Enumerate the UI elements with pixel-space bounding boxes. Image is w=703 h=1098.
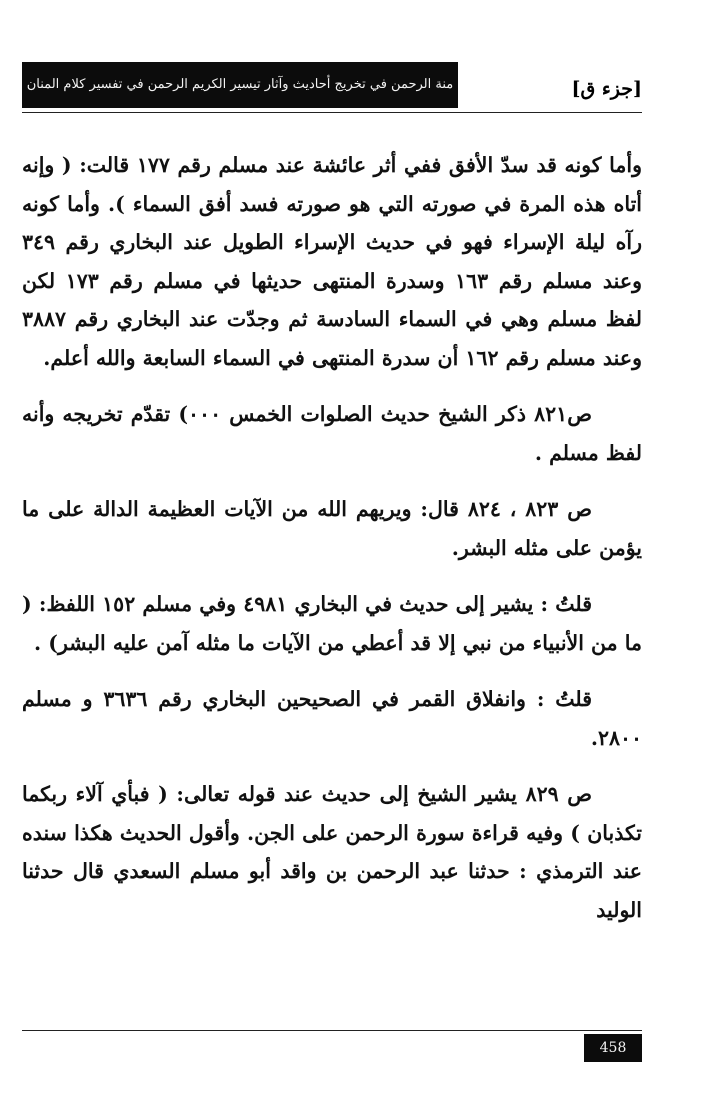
- running-header: [22, 62, 642, 108]
- paragraph-6: ص ٨٢٩ يشير الشيخ إلى حديث عند قوله تعالى: ( فبأي آلاء ربكما تكذبان ) وفيه قراءة سورة الرحمن على الجن. وأقول الحديث هكذا سنده عند الترمذي : حدثنا عبد الرحمن بن واقد أبو مسلم السعدي قال حدثنا الوليد: [22, 782, 642, 922]
- footer-divider: [22, 1030, 642, 1031]
- paragraph-3: ص ٨٢٣ ، ٨٢٤ قال: ويريهم الله من الآيات العظيمة الدالة على ما يؤمن على مثله البشر.: [22, 497, 642, 560]
- book-title-band: منة الرحمن في تخريج أحاديث وآثار تيسير الكريم الرحمن في تفسير كلام المنان: [22, 62, 458, 108]
- paragraph-gap: [22, 757, 642, 775]
- part-label: [جزء ق]: [571, 78, 642, 100]
- paragraph-gap: [22, 377, 642, 395]
- paragraph-4: قلتُ : يشير إلى حديث في البخاري ٤٩٨١ وفي مسلم ١٥٢ اللفظ: ( ما من الأنبياء من نبي إلا قد أعطي من الآيات ما مثله آمن عليه البشر) .: [22, 592, 642, 655]
- paragraph-gap: [22, 662, 642, 680]
- paragraph-gap: [22, 472, 642, 490]
- paragraph-5: قلتُ : وانفلاق القمر في الصحيحين البخاري رقم ٣٦٣٦ و مسلم ٢٨٠٠.: [22, 687, 642, 750]
- page-body: [22, 146, 642, 929]
- paragraph-gap: [22, 567, 642, 585]
- page-number: 458: [584, 1034, 642, 1062]
- paragraph-2: ص٨٢١ ذكر الشيخ حديث الصلوات الخمس ٠٠٠) تقدّم تخريجه وأنه لفظ مسلم .: [22, 402, 642, 465]
- paragraph-1: وأما كونه قد سدّ الأفق ففي أثر عائشة عند مسلم رقم ١٧٧ قالت: ( وإنه أتاه هذه المرة في صورته التي هو صورته فسد أفق السماء ). وأما كونه رآه ليلة الإسراء فهو في حديث الإسراء الطويل عند البخاري رقم ٣٤٩ وعند مسلم رقم ١٦٣ وسدرة المنتهى حديثها في مسلم رقم ١٧٣ لكن لفظ مسلم وهي في السماء السادسة ثم وجدّت عند البخاري رقم ٣٨٨٧ وعند مسلم رقم ١٦٢ أن سدرة المنتهى في السماء السابعة والله أعلم.: [22, 153, 642, 370]
- header-divider: [22, 112, 642, 113]
